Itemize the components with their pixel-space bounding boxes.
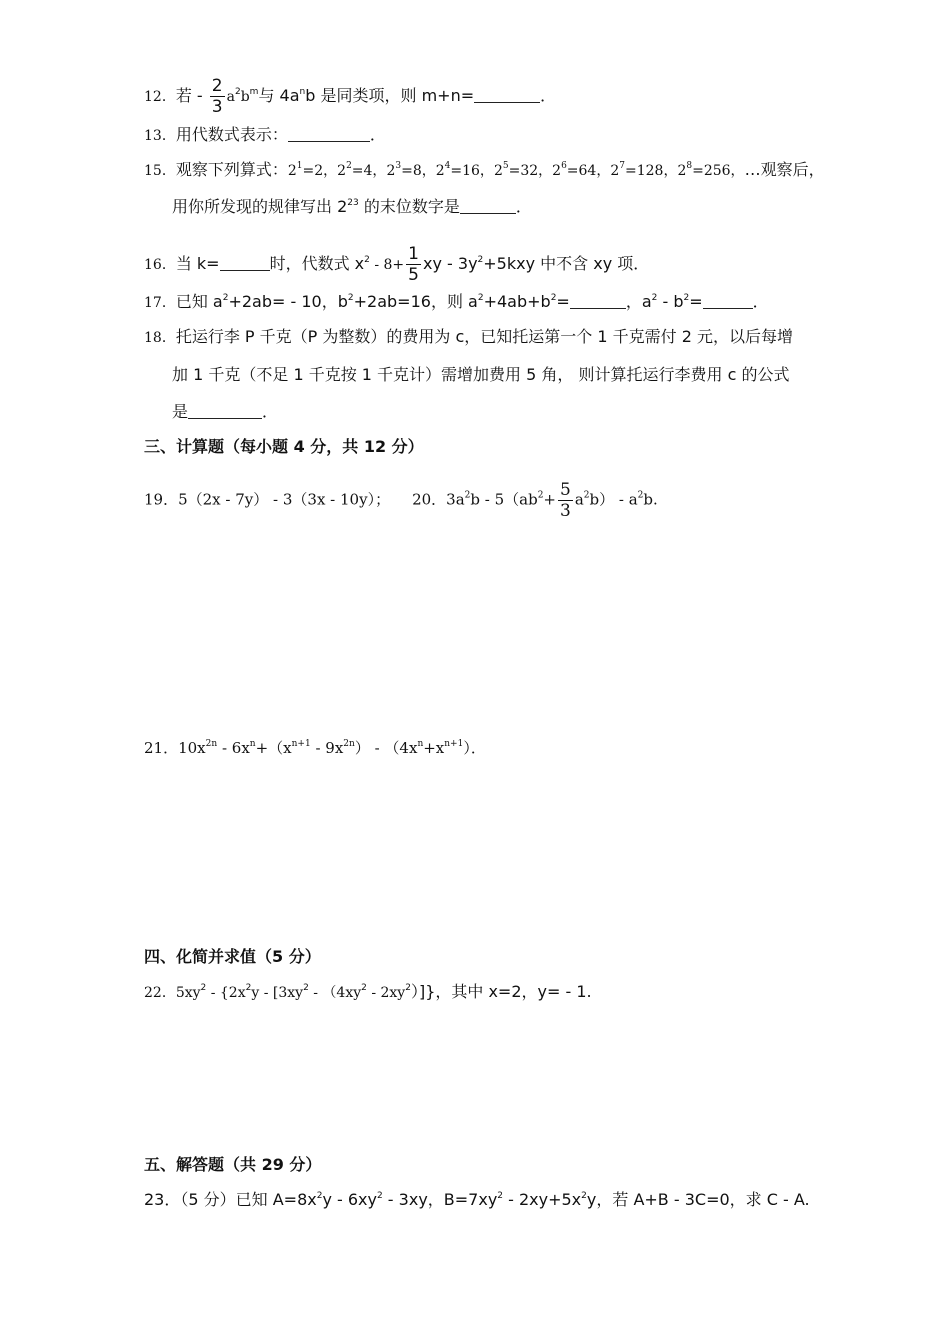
fraction-2-3: $\frac{2}{3}$ [211,76,223,117]
question-13: 13．用代数式表示： ． [144,125,386,144]
power-exponent: 6 [561,161,567,171]
power-of-two-item [337,163,386,179]
power-base: 2 [493,163,503,179]
power-value: =256， [692,163,745,179]
power-exponent: 1 [296,161,303,171]
power-of-two-item [494,163,552,179]
power-exponent: 3 [395,161,402,171]
power-base: 2 [677,163,687,179]
answer-blank [474,88,540,103]
question-15-line-2: 用你所发现的规律写出 $2^{23}$ 的末位数字是 ． [172,197,532,216]
power-value: =8， [401,163,436,179]
power-base: 2 [552,163,562,179]
power-exponent: 8 [686,161,693,171]
power-value: =2， [302,163,338,179]
power-value: =32， [508,163,553,179]
section-4-heading: 四、化简并求值（5 分） [144,947,321,966]
answer-blank [460,199,516,214]
power-value: =4， [351,163,387,179]
question-12: 12．若 - $\frac{2}{3}$ $a^2b^m$与 $4a^nb$ 是同类项，则 m+n= ． [144,76,557,117]
power-of-two-item [552,163,610,179]
answer-blank [220,256,270,271]
section-5-heading: 五、解答题（共 29 分） [144,1155,322,1174]
power-value: =16， [450,163,494,179]
power-base: 2 [386,163,396,179]
power-of-two-item [386,163,435,179]
question-18-line-2: 加 1 千克（不足 1 千克按 1 千克计）需增加费用 5 角， 则计算托运行李费用 c 的公式 [172,365,790,384]
fraction-5-3: $\frac{5}{3}$ [560,480,571,521]
power-base: 2 [337,163,347,179]
power-base: 2 [435,163,445,179]
answer-blank [703,294,753,309]
power-of-two-item [436,163,494,179]
question-22: 22．$5xy^2 - \{2x^2y - [3xy^2 - (4xy^2 - 2xy^2)]\}$，其中 x=2，y= - 1. [144,982,592,1001]
power-exponent: 7 [619,161,625,171]
question-18-line-1: 18．托运行李 P 千克（P 为整数）的费用为 c，已知托运第一个 1 千克需付 2 元，以后每增 [144,327,793,346]
question-16: 16．当 k= 时，代数式 $x^2 - 8+$ $\frac{1}{5}$ xy - $3y^2+5kxy$ 中不含 xy 项． [144,244,650,285]
answer-blank [188,404,262,419]
power-exponent: 4 [444,161,451,171]
power-value: =128， [625,163,678,179]
power-of-two-item [677,163,744,179]
power-of-two-item [288,163,337,179]
question-23: 23．（5 分）已知 $A=8x^2y - 6xy^2 - 3xy$，$B=7xy^2 - 2xy+5x^2y$，若 A+B - 3C=0，求 C - A. [144,1190,810,1209]
fraction-1-5: $\frac{1}{5}$ [408,244,419,285]
power-of-two-item [610,163,677,179]
answer-blank [570,294,626,309]
power-exponent: 2 [346,161,352,171]
question-17: 17．已知 $a^2+2ab= - 10$，$b^2+2ab=16$，则 $a^2+4ab+b^2=$ ，$a^2 - b^2=$ ． [144,292,769,311]
question-18-line-3: 是 ． [172,402,279,421]
powers-of-two-list [288,163,745,179]
question-15-line-1: 15．观察下列算式：$2^1=2$，$2^2=4$，$2^3=8$，$2^4=16$，$2^5=32$，$2^6=64$，$2^7=128$，$2^8=256$，…观察后， [144,160,825,179]
power-base: 2 [610,163,620,179]
power-value: =64， [566,163,611,179]
power-base: 2 [287,163,297,179]
power-exponent: 5 [502,161,509,171]
question-21: 21．$10x^{2n} - 6x^n+(x^{n+1} - 9x^{2n}) - (4x^n+x^{n+1})$． [144,739,486,757]
questions-19-20: 19．5（2x - 7y） - 3（3x - 10y）； 20．$3a^2b - 5(ab^2+$ $\frac{5}{3}$ $a^2b) - a^2b$. [144,480,658,521]
answer-blank [288,127,370,142]
section-3-heading: 三、计算题（每小题 4 分，共 12 分） [144,437,424,456]
